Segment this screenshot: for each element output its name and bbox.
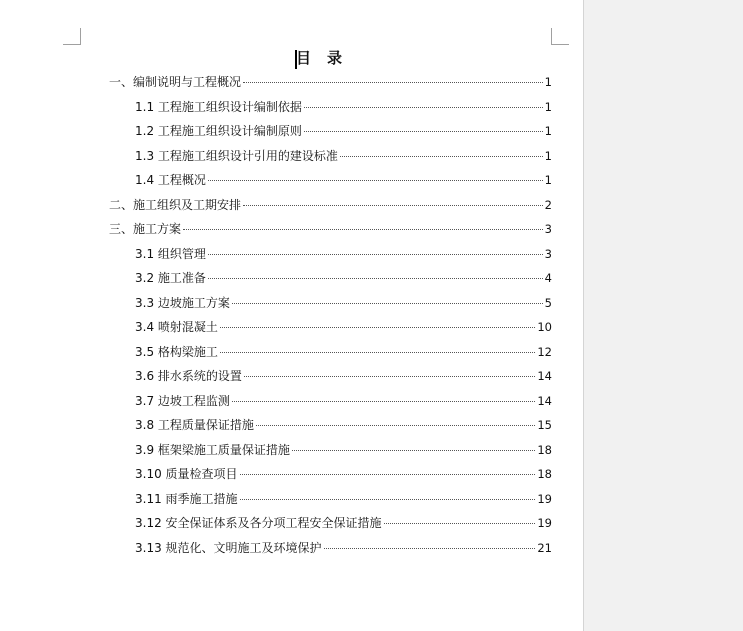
toc-entry-page-number: 1	[544, 124, 552, 138]
toc-entry-page-number: 1	[544, 148, 552, 163]
toc-dot-leader	[183, 229, 543, 230]
toc-entry-page-number: 15	[537, 418, 552, 432]
toc-dot-leader	[243, 82, 543, 83]
toc-entry-page-number: 1	[544, 99, 552, 114]
toc-entry[interactable]	[135, 171, 552, 195]
toc-entry-label: 3.3 边坡施工方案	[135, 295, 230, 310]
toc-entry-label: 1.4 工程概况	[135, 173, 206, 187]
toc-entry[interactable]	[135, 269, 552, 293]
toc-entry-label: 3.4 喷射混凝土	[135, 320, 218, 334]
toc-entry-label: 一、编制说明与工程概况	[109, 75, 242, 89]
toc-entry-page-number: 14	[537, 393, 552, 408]
toc-entry-label: 1.3 工程施工组织设计引用的建设标准	[135, 148, 338, 163]
toc-entry[interactable]	[135, 294, 552, 318]
toc-entry[interactable]	[135, 490, 552, 514]
toc-dot-leader	[256, 425, 535, 426]
toc-dot-leader	[240, 474, 536, 475]
toc-dot-leader	[232, 401, 535, 402]
toc-dot-leader	[208, 278, 543, 279]
toc-entry-page-number: 2	[544, 197, 552, 212]
toc-entry[interactable]	[109, 196, 552, 220]
toc-title	[0, 47, 640, 68]
toc-entry[interactable]	[135, 245, 552, 269]
toc-entry[interactable]	[135, 318, 552, 342]
toc-entry-label: 3.13 规范化、文明施工及环境保护	[135, 540, 322, 555]
toc-entry-label: 3.2 施工准备	[135, 271, 206, 285]
toc-dot-leader	[208, 180, 543, 181]
toc-entry-page-number: 18	[537, 467, 552, 481]
toc-dot-leader	[304, 107, 543, 108]
crop-mark-top-right	[551, 28, 552, 45]
toc-entry-label: 二、施工组织及工期安排	[109, 197, 242, 212]
toc-entry-page-number: 3	[544, 222, 552, 236]
toc-entry-page-number: 21	[537, 540, 552, 555]
toc-entry-page-number: 18	[537, 442, 552, 457]
toc-entry[interactable]	[135, 98, 552, 122]
toc-dot-leader	[292, 450, 535, 451]
crop-mark-top-right	[551, 44, 569, 45]
toc-dot-leader	[220, 327, 535, 328]
toc-entry[interactable]	[135, 465, 552, 489]
toc-entry[interactable]	[109, 73, 552, 97]
toc-entry[interactable]	[135, 441, 552, 465]
toc-entry-page-number: 3	[544, 246, 552, 261]
toc-entry[interactable]	[135, 392, 552, 416]
toc-entry[interactable]	[109, 220, 552, 244]
toc-entry-page-number: 1	[544, 173, 552, 187]
toc-entry-label: 3.1 组织管理	[135, 246, 206, 261]
toc-entry[interactable]	[135, 416, 552, 440]
toc-entry-page-number: 1	[544, 75, 552, 89]
toc-entry-label: 1.2 工程施工组织设计编制原则	[135, 124, 302, 138]
crop-mark-top-left	[80, 28, 81, 45]
toc-entry[interactable]	[135, 514, 552, 538]
toc-dot-leader	[220, 352, 535, 353]
toc-dot-leader	[384, 523, 536, 524]
crop-mark-top-left	[63, 44, 81, 45]
toc-entry[interactable]	[135, 147, 552, 171]
toc-dot-leader	[244, 376, 535, 377]
toc-dot-leader	[340, 156, 543, 157]
toc-entry-label: 3.5 格构梁施工	[135, 344, 218, 359]
toc-entry-label: 3.12 安全保证体系及各分项工程安全保证措施	[135, 516, 382, 530]
toc-entry-page-number: 4	[544, 271, 552, 285]
toc-entry[interactable]	[135, 539, 552, 563]
toc-entry-page-number: 19	[537, 516, 552, 530]
toc-title-left: 目	[295, 49, 313, 67]
workspace-background	[584, 0, 743, 631]
toc-dot-leader	[208, 254, 543, 255]
toc-entry-label: 1.1 工程施工组织设计编制依据	[135, 99, 302, 114]
toc-entry-page-number: 12	[537, 344, 552, 359]
toc-dot-leader	[240, 499, 536, 500]
toc-entry-label: 三、施工方案	[109, 222, 182, 236]
toc-title-right: 录	[327, 49, 345, 67]
toc-entry-label: 3.11 雨季施工措施	[135, 491, 238, 506]
toc-entry[interactable]	[135, 343, 552, 367]
toc-entry[interactable]	[135, 122, 552, 146]
toc-entry-label: 3.6 排水系统的设置	[135, 369, 242, 383]
toc-entry-page-number: 19	[537, 491, 552, 506]
toc-entry-label: 3.8 工程质量保证措施	[135, 418, 254, 432]
toc-entry-label: 3.7 边坡工程监测	[135, 393, 230, 408]
toc-dot-leader	[243, 205, 543, 206]
toc-entry-page-number: 10	[537, 320, 552, 334]
toc-dot-leader	[304, 131, 543, 132]
toc-entry[interactable]	[135, 367, 552, 391]
toc-dot-leader	[324, 548, 536, 549]
toc-entry-page-number: 5	[544, 295, 552, 310]
toc-entry-page-number: 14	[537, 369, 552, 383]
toc-dot-leader	[232, 303, 543, 304]
toc-entry-label: 3.9 框架梁施工质量保证措施	[135, 442, 290, 457]
toc-entry-label: 3.10 质量检查项目	[135, 467, 238, 481]
